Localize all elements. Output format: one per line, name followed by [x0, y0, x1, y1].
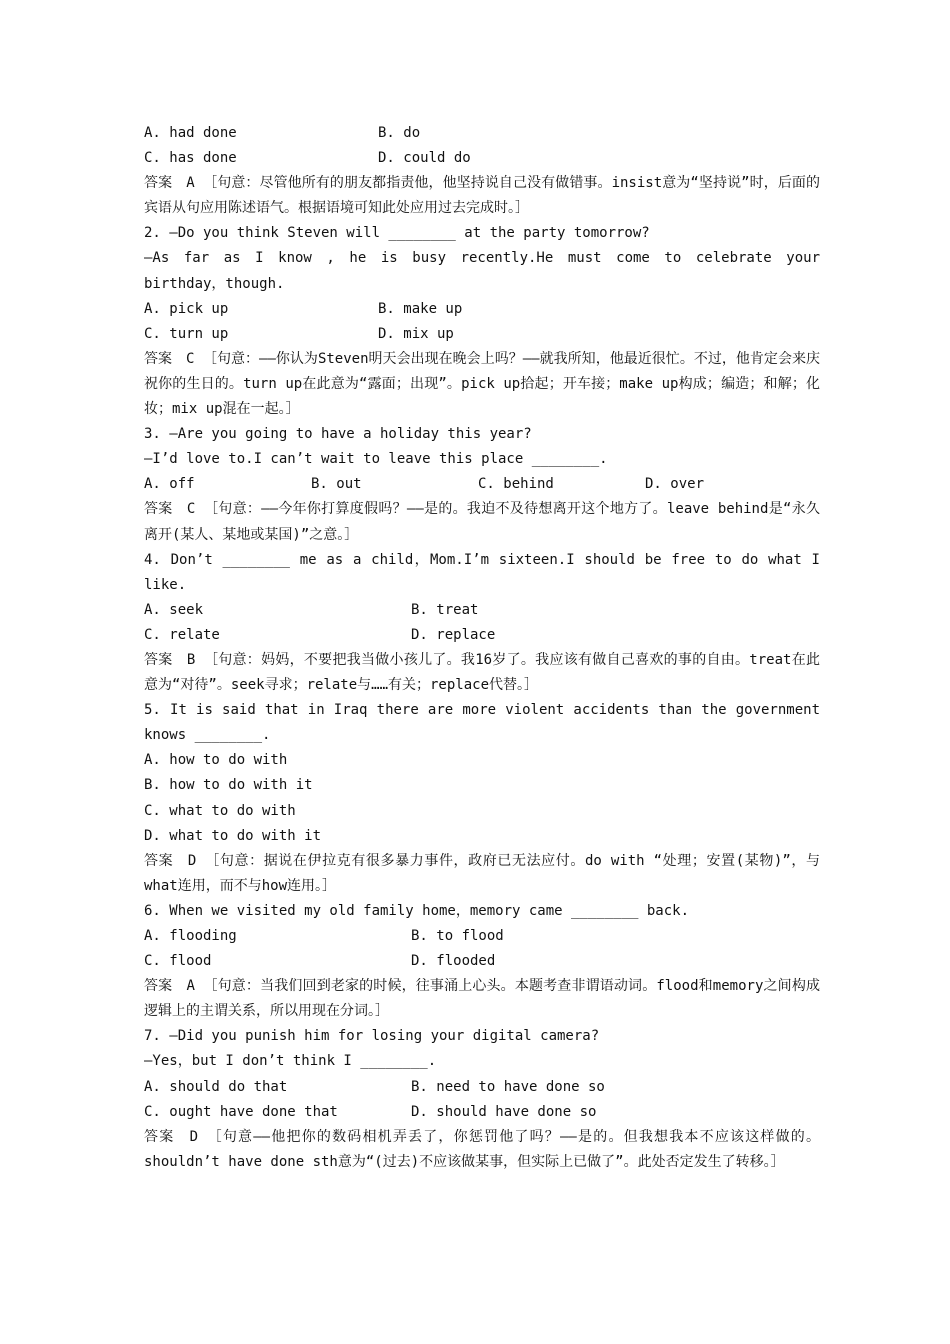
answer-explanation: 答案 C ［句意：——你认为Steven明天会出现在晚会上吗？——就我所知，他最近很忙。不过，他肯定会来庆祝你的生日的。turn up在此意为“露面；出现”。pick up拾起；开车接；make up构成；编造；和解；化妆；mix up混在一起。］ [144, 350, 820, 418]
option-a: A. should do that [144, 1078, 288, 1095]
answer-explanation: 答案 A ［句意：当我们回到老家的时候，往事涌上心头。本题考查非谓语动词。flood和memory之间构成逻辑上的主谓关系，所以用现在分词。］ [144, 978, 820, 1020]
option-b: B. make up [378, 300, 463, 317]
option-a: A. how to do with [144, 752, 288, 769]
question-stem: 7. —Did you punish him for losing your digital camera? [144, 1028, 600, 1045]
question-stem: 2. —Do you think Steven will ________ at the party tomorrow? [144, 225, 650, 242]
option-a: A. pick up [144, 300, 229, 317]
options-row [144, 623, 820, 648]
options-row [144, 1075, 820, 1100]
option-d: D. flooded [411, 953, 496, 970]
option-d: D. could do [378, 150, 471, 167]
option-b: B. to flood [411, 928, 504, 944]
options-row [144, 924, 820, 949]
options-row [144, 146, 820, 171]
option-c: C. behind [478, 476, 554, 493]
question-stem: 5. It is said that in Iraq there are more violent accidents than the government knows ________. [144, 702, 820, 744]
option-d: D. replace [411, 626, 496, 643]
option-a: A. had done [144, 125, 237, 141]
dialogue-reply: —I’d love to.I can’t wait to leave this place ________. [144, 451, 608, 468]
options-row [144, 598, 820, 623]
options-row [144, 297, 820, 322]
option-a: A. seek [144, 601, 204, 618]
options-row [144, 322, 820, 347]
option-b: B. how to do with it [144, 777, 313, 794]
dialogue-reply: —As far as I know , he is busy recently.He must come to celebrate your birthday，though. [144, 250, 820, 292]
option-a: A. off [144, 476, 195, 493]
answer-explanation: 答案 B ［句意：妈妈，不要把我当做小孩儿了。我16岁了。我应该有做自己喜欢的事的自由。treat在此意为“对待”。seek寻求；relate与……有关；replace代替。］ [144, 651, 820, 694]
option-c: C. what to do with [144, 802, 296, 819]
option-a: A. flooding [144, 928, 237, 944]
options-row [144, 121, 820, 146]
answer-explanation: 答案 D ［句意——他把你的数码相机弄丢了，你惩罚他了吗？——是的。但我想我本不应该这样做的。shouldn’t have done sth意为“(过去)不应该做某事，但实际上已做了”。此处否定发生了转移。］ [144, 1128, 820, 1170]
option-b: B. treat [411, 601, 479, 618]
option-c: C. turn up [144, 325, 229, 342]
option-c: C. ought have done that [144, 1103, 338, 1120]
answer-explanation: 答案 D ［句意：据说在伊拉克有很多暴力事件，政府已无法应付。do with “处理；安置(某物)”，与what连用，而不与how连用。］ [144, 852, 820, 894]
option-c: C. flood [144, 953, 212, 970]
option-c: C. has done [144, 150, 237, 167]
document-body [144, 121, 820, 1175]
options-row [144, 472, 820, 497]
option-c: C. relate [144, 626, 220, 643]
question-stem: 6. When we visited my old family home，memory came ________ back. [144, 902, 690, 919]
option-b: B. out [311, 476, 362, 493]
option-d: D. should have done so [411, 1103, 597, 1120]
option-b: B. do [378, 125, 421, 141]
option-d: D. over [645, 476, 705, 493]
answer-explanation: 答案 C ［句意：——今年你打算度假吗？——是的。我迫不及待想离开这个地方了。leave behind是“永久离开(某人、某地或某国)”之意。］ [144, 501, 820, 543]
question-stem: 4. Don’t ________ me as a child，Mom.I’m sixteen.I should be free to do what I like. [144, 551, 820, 593]
answer-explanation: 答案 A ［句意：尽管他所有的朋友都指责他，他坚持说自己没有做错事。insist意为“坚持说”时，后面的宾语从句应用陈述语气。根据语境可知此处应用过去完成时。］ [144, 175, 820, 217]
option-d: D. mix up [378, 325, 454, 342]
dialogue-reply: —Yes，but I don’t think I ________. [144, 1053, 437, 1070]
options-row [144, 949, 820, 974]
options-row [144, 1100, 820, 1125]
option-b: B. need to have done so [411, 1078, 605, 1095]
question-stem: 3. —Are you going to have a holiday this year? [144, 426, 532, 443]
option-d: D. what to do with it [144, 827, 322, 844]
